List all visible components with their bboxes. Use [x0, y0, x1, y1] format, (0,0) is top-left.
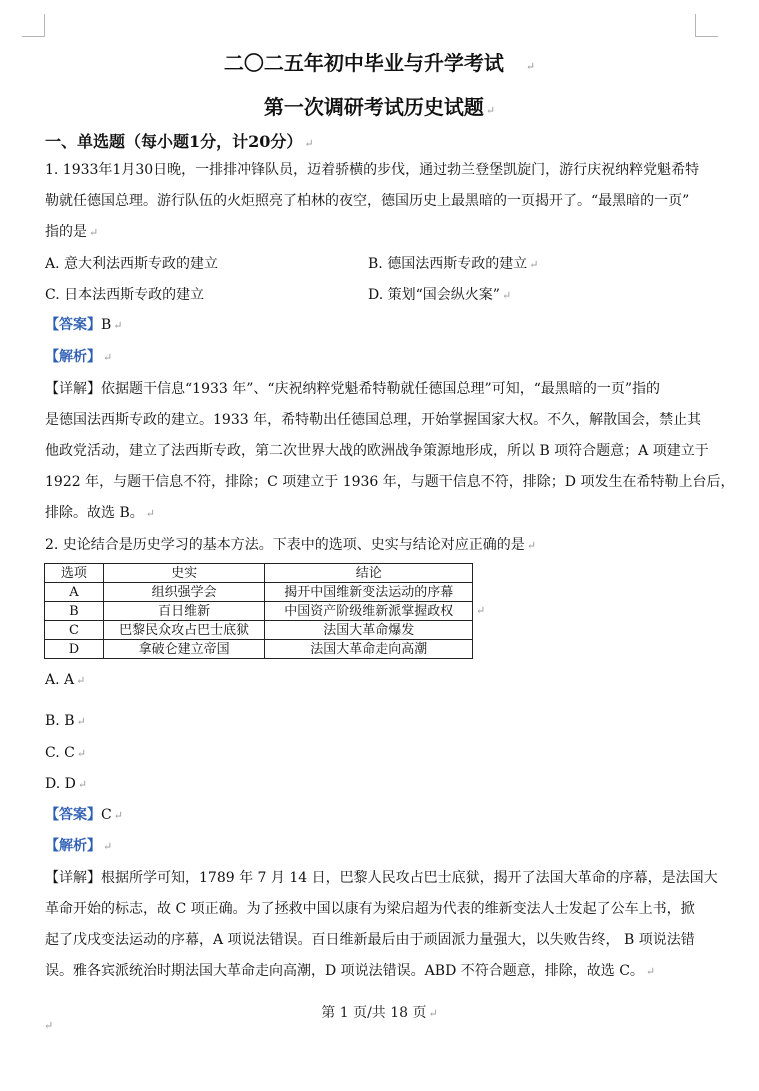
q1-detail-line4: 1922 年，与题干信息不符，排除；C 项建立于 1936 年，与题干信息不符，排除；D 项发生在希特勒上台后，	[45, 474, 735, 490]
q1-detail-line2: 是德国法西斯专政的建立。1933 年，希特勒出任德国总理，开始掌握国家大权。不久，解散国会，禁止其	[45, 412, 702, 428]
history-table	[44, 563, 473, 659]
table-header-row	[45, 564, 473, 583]
table-row	[45, 583, 473, 602]
q1-stem-line1: 1. 1933年1月30日晚，一排排冲锋队员，迈着骄横的步伐，通过勃兰登堡凯旋门，游行庆祝纳粹党魁希特	[45, 162, 700, 178]
q1-detail-line1: 【详解】依据题干信息“1933 年”、“庆祝纳粹党魁希特勒就任德国总理”可知，“最黑暗的一页”指的	[45, 381, 661, 397]
crop-mark-top-left	[22, 14, 45, 37]
table-cell: A	[45, 583, 104, 602]
table-paragraph-mark: ↵	[476, 604, 486, 617]
table-cell: B	[45, 602, 104, 621]
table-cell: C	[45, 621, 104, 640]
table-cell: 法国大革命走向高潮	[265, 640, 473, 659]
q1-option-a: A. 意大利法西斯专政的建立	[45, 256, 219, 272]
q1-option-c: C. 日本法西斯专政的建立	[45, 287, 205, 303]
q2-detail-line2: 革命开始的标志，故 C 项正确。为了拯救中国以康有为梁启超为代表的维新变法人士发起了公车上书，掀	[45, 901, 695, 917]
table-row	[45, 602, 473, 621]
crop-mark-top-right	[695, 14, 718, 37]
table-cell: 巴黎民众攻占巴士底狱	[103, 621, 265, 640]
table-cell: 法国大革命爆发	[265, 621, 473, 640]
section-heading: 一、单选题（每小题1分，计20分） ↵	[45, 132, 314, 151]
q2-stem: 2. 史论结合是历史学习的基本方法。下表中的选项、史实与结论对应正确的是 ↵	[45, 537, 537, 553]
q1-detail-line3: 他政党活动，建立了法西斯专政，第二次世界大战的欧洲战争策源地形成，所以 B 项符合题意；A 项建立于	[45, 443, 709, 459]
q2-option-b: B. B ↵	[45, 713, 86, 729]
table-cell: 揭开中国维新变法运动的序幕	[265, 583, 473, 602]
table-cell: 组织强学会	[103, 583, 265, 602]
q2-detail-line1: 【详解】根据所学可知，1789 年 7 月 14 日，巴黎人民攻占巴士底狱，揭开了法国大革命的序幕，是法国大	[45, 870, 718, 886]
table-cell: 拿破仑建立帝国	[103, 640, 265, 659]
table-header-cell: 结论	[265, 564, 473, 583]
exam-subtitle: 第一次调研考试历史试题 ↵	[263, 95, 496, 119]
q1-option-b: B. 德国法西斯专政的建立 ↵	[368, 256, 539, 272]
q2-detail-line3: 起了戊戌变法运动的序幕，A 项说法错误。百日维新最后由于顽固派力量强大，以失败告终， B 项说法错	[45, 932, 695, 948]
table-row	[45, 621, 473, 640]
q2-detail-line4: 误。雅各宾派统治时期法国大革命走向高潮，D 项说法错误。ABD 不符合题意，排除，故选 C。 ↵	[45, 963, 656, 979]
q2-analysis: 【解析】 ↵	[45, 838, 113, 854]
table-cell: 中国资产阶级维新派掌握政权	[265, 602, 473, 621]
q1-stem-line3: 指的是 ↵	[45, 224, 99, 240]
q1-detail-line5: 排除。故选 B。 ↵	[45, 505, 155, 521]
end-paragraph-mark: ↵	[44, 1019, 54, 1032]
table-header-cell: 选项	[45, 564, 104, 583]
q1-answer: 【答案】B ↵	[45, 317, 123, 333]
q1-option-d: D. 策划“国会纵火案” ↵	[368, 287, 512, 303]
q2-option-d: D. D ↵	[45, 776, 88, 792]
q2-option-a: A. A ↵	[45, 672, 86, 688]
table-row	[45, 640, 473, 659]
q2-option-c: C. C ↵	[45, 745, 87, 761]
q1-analysis: 【解析】 ↵	[45, 349, 113, 365]
q2-answer: 【答案】C ↵	[45, 807, 123, 823]
table-cell: 百日维新	[103, 602, 265, 621]
q1-stem-line2: 勒就任德国总理。游行队伍的火炬照亮了柏林的夜空，德国历史上最黑暗的一页揭开了。“最黑暗的一页”	[45, 193, 690, 209]
table-header-cell: 史实	[103, 564, 265, 583]
page-footer: 第 1 页/共 18 页 ↵	[321, 1005, 438, 1021]
table-cell: D	[45, 640, 104, 659]
exam-title: 二〇二五年初中毕业与升学考试 ↵	[223, 51, 536, 75]
